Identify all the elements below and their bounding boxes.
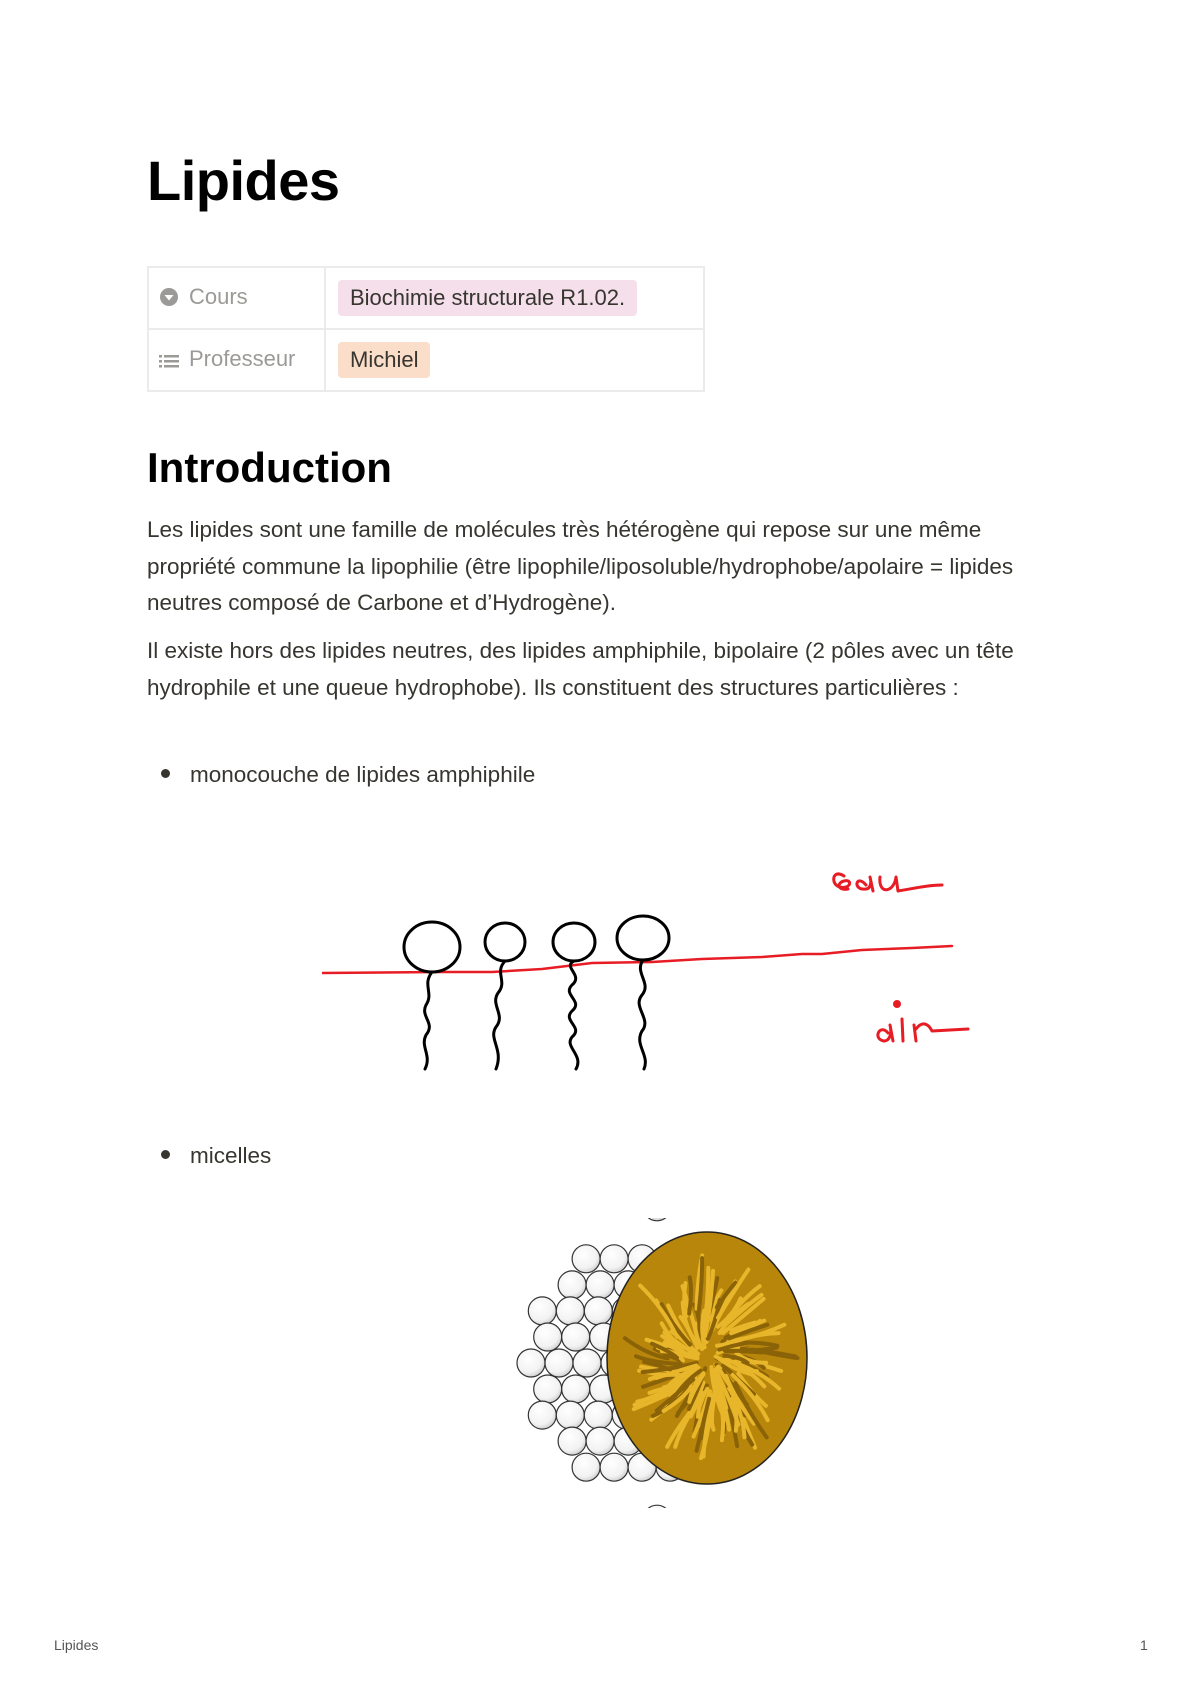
section-heading: Introduction — [147, 444, 392, 491]
list-icon — [159, 349, 183, 375]
lipid-head — [643, 1218, 671, 1221]
list-item — [161, 1143, 271, 1169]
footer-title: Lipides — [54, 1637, 99, 1653]
properties-table — [147, 266, 705, 392]
lipid-head — [556, 1297, 584, 1325]
lipid-head — [556, 1401, 584, 1429]
lipid-head — [572, 1453, 600, 1481]
property-value — [325, 329, 704, 391]
page-title: Lipides — [147, 149, 340, 212]
lipid-molecules — [404, 916, 669, 1069]
property-key-label: Professeur — [189, 345, 296, 371]
property-row-professeur — [148, 329, 704, 391]
intro-paragraph-1: Les lipides sont une famille de molécules très hétérogène qui repose sur une même propriété commune la lipophilie (être lipophile/liposoluble/hydrophobe/apolaire = lipides neutres composé de Carbone et d’Hydrogène). — [147, 517, 1014, 615]
lipid-head — [643, 1505, 671, 1508]
professor-tag[interactable]: Michiel — [338, 342, 430, 378]
air-label — [878, 1002, 968, 1042]
list-item-text: micelles — [190, 1143, 272, 1168]
lipid-head — [586, 1427, 614, 1455]
lipid-tail — [689, 1277, 691, 1313]
lipid-head — [584, 1297, 612, 1325]
property-key — [148, 267, 325, 329]
page-number: 1 — [1140, 1637, 1148, 1653]
lipid-tail — [722, 1400, 723, 1441]
eau-label — [834, 874, 942, 891]
lipid-head — [558, 1271, 586, 1299]
lipid-head — [534, 1323, 562, 1351]
lipid-head — [600, 1453, 628, 1481]
property-key — [148, 329, 325, 391]
lipid-head — [600, 1245, 628, 1273]
monolayer-drawing — [322, 855, 1022, 1085]
lipid-head — [545, 1349, 573, 1377]
lipid-head — [562, 1375, 590, 1403]
lipid-head — [572, 1245, 600, 1273]
lipid-head — [517, 1349, 545, 1377]
lipid-head — [558, 1427, 586, 1455]
select-icon — [159, 287, 183, 313]
lipid-head — [528, 1297, 556, 1325]
lipid-head — [534, 1375, 562, 1403]
lipid-head — [528, 1401, 556, 1429]
course-tag[interactable]: Biochimie structurale R1.02. — [338, 280, 637, 316]
lipid-head — [573, 1349, 601, 1377]
list-item-text: monocouche de lipides amphiphile — [190, 762, 536, 787]
intro-paragraph-2: Il existe hors des lipides neutres, des lipides amphiphile, bipolaire (2 pôles avec un tête hydrophile et une queue hydrophobe). Ils constituent des structures particulières : — [147, 638, 1014, 700]
property-key-label: Cours — [189, 283, 248, 309]
bullet-dot — [161, 1150, 170, 1159]
lipid-head — [562, 1323, 590, 1351]
property-value — [325, 267, 704, 329]
lipid-head — [586, 1271, 614, 1299]
list-item — [161, 762, 535, 788]
lipid-tail — [684, 1283, 686, 1316]
lipid-head — [584, 1401, 612, 1429]
micelle-illustration — [492, 1218, 822, 1508]
bullet-dot — [161, 769, 170, 778]
property-row-cours — [148, 267, 704, 329]
